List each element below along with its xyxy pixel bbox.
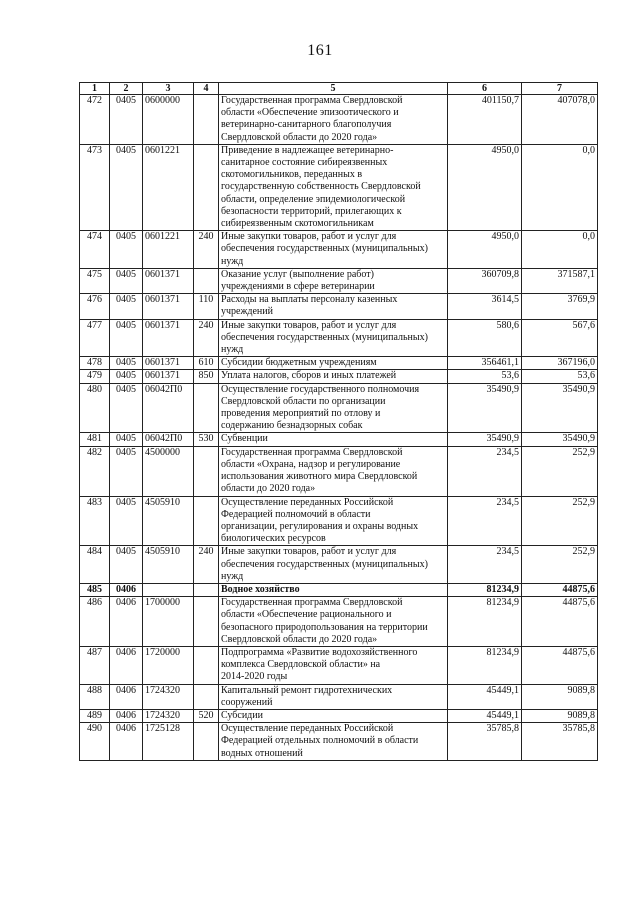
description-line: ветеринарно-санитарного благополучия: [221, 119, 392, 131]
description-line: учреждениями в сфере ветеринарии: [221, 281, 375, 293]
amount-2015-cell: 234,5: [448, 446, 522, 496]
description-cell: [219, 496, 448, 546]
page-number: 161: [307, 42, 333, 59]
row-number-cell: 474: [80, 231, 110, 269]
table-row: [80, 268, 598, 293]
table-row: [80, 95, 598, 145]
column-header-6: 6: [448, 83, 522, 95]
amount-2015-cell: 45449,1: [448, 684, 522, 709]
description-line: безопасности территорий, прилегающих к: [221, 205, 402, 217]
expense-type-cell: [194, 496, 219, 546]
table-row: [80, 546, 598, 584]
description-line: Уплата налогов, сборов и иных платежей: [221, 370, 397, 382]
description-line: Государственная программа Свердловской: [221, 95, 403, 106]
amount-2016-cell: 44875,6: [522, 583, 598, 596]
description-cell: [219, 684, 448, 709]
description-line: Подпрограмма «Развитие водохозяйственного: [221, 646, 418, 658]
expense-type-cell: [194, 684, 219, 709]
expense-type-cell: [194, 383, 219, 433]
table-row: [80, 646, 598, 684]
description-line: Водное хозяйство: [221, 583, 300, 595]
table-row: [80, 383, 598, 433]
description-cell: [219, 546, 448, 584]
description-line: водных отношений: [221, 747, 303, 759]
column-header-1: 1: [80, 83, 110, 95]
target-code-cell: 0601371: [143, 357, 194, 370]
amount-2016-cell: 3769,9: [522, 294, 598, 319]
budget-table: [79, 82, 598, 761]
target-code-cell: 0601221: [143, 231, 194, 269]
amount-2015-cell: 3614,5: [448, 294, 522, 319]
description-line: обеспечения государственных (муниципальных): [221, 243, 428, 255]
amount-2016-cell: 0,0: [522, 144, 598, 230]
row-number-cell: 489: [80, 709, 110, 722]
section-code-cell: 0405: [110, 546, 143, 584]
expense-type-cell: [194, 723, 219, 761]
row-number-cell: 488: [80, 684, 110, 709]
table-row: [80, 144, 598, 230]
description-line: Свердловской области до 2020 года»: [221, 633, 378, 645]
description-cell: [219, 370, 448, 383]
amount-2015-cell: 35490,9: [448, 433, 522, 446]
amount-2015-cell: 234,5: [448, 496, 522, 546]
description-line: 2014-2020 годы: [221, 671, 288, 683]
description-cell: [219, 723, 448, 761]
description-cell: [219, 268, 448, 293]
row-number-cell: 473: [80, 144, 110, 230]
description-line: области «Обеспечение эпизоотического и: [221, 107, 399, 119]
section-code-cell: 0405: [110, 496, 143, 546]
section-code-cell: 0405: [110, 294, 143, 319]
amount-2016-cell: 367196,0: [522, 357, 598, 370]
description-cell: [219, 597, 448, 647]
section-code-cell: 0405: [110, 433, 143, 446]
row-number-cell: 481: [80, 433, 110, 446]
target-code-cell: 0601371: [143, 319, 194, 357]
target-code-cell: 0600000: [143, 95, 194, 145]
expense-type-cell: [194, 646, 219, 684]
description-cell: [219, 709, 448, 722]
column-header-4: 4: [194, 83, 219, 95]
row-number-cell: 487: [80, 646, 110, 684]
description-line: биологических ресурсов: [221, 533, 326, 545]
expense-type-cell: 850: [194, 370, 219, 383]
amount-2015-cell: 81234,9: [448, 646, 522, 684]
target-code-cell: 4500000: [143, 446, 194, 496]
description-line: области «Обеспечение рационального и: [221, 609, 392, 621]
description-line: использования животного мира Свердловской: [221, 471, 418, 483]
amount-2016-cell: 567,6: [522, 319, 598, 357]
expense-type-cell: [194, 597, 219, 647]
description-line: Субсидии: [221, 709, 263, 721]
description-line: Субвенции: [221, 433, 268, 445]
amount-2016-cell: 0,0: [522, 231, 598, 269]
section-code-cell: 0405: [110, 357, 143, 370]
description-cell: [219, 294, 448, 319]
table-row: [80, 319, 598, 357]
description-cell: [219, 383, 448, 433]
amount-2015-cell: 35490,9: [448, 383, 522, 433]
amount-2016-cell: 252,9: [522, 496, 598, 546]
amount-2015-cell: 401150,7: [448, 95, 522, 145]
target-code-cell: 0601371: [143, 294, 194, 319]
section-code-cell: 0405: [110, 383, 143, 433]
target-code-cell: 0601221: [143, 144, 194, 230]
description-cell: [219, 144, 448, 230]
row-number-cell: 483: [80, 496, 110, 546]
table-row: [80, 357, 598, 370]
description-cell: [219, 583, 448, 596]
expense-type-cell: 240: [194, 546, 219, 584]
description-line: Осуществление переданных Российской: [221, 723, 394, 735]
amount-2016-cell: 35490,9: [522, 383, 598, 433]
table-row: [80, 446, 598, 496]
row-number-cell: 479: [80, 370, 110, 383]
row-number-cell: 476: [80, 294, 110, 319]
table-row: [80, 583, 598, 596]
amount-2016-cell: 407078,0: [522, 95, 598, 145]
amount-2015-cell: 45449,1: [448, 709, 522, 722]
description-line: сибиреязвенным скотомогильникам: [221, 218, 374, 230]
expense-type-cell: 240: [194, 231, 219, 269]
section-code-cell: 0405: [110, 319, 143, 357]
section-code-cell: 0406: [110, 597, 143, 647]
section-code-cell: 0406: [110, 723, 143, 761]
row-number-cell: 484: [80, 546, 110, 584]
target-code-cell: 4505910: [143, 546, 194, 584]
description-line: Оказание услуг (выполнение работ): [221, 268, 374, 280]
amount-2016-cell: 44875,6: [522, 597, 598, 647]
section-code-cell: 0406: [110, 583, 143, 596]
table-row: [80, 709, 598, 722]
expense-type-cell: [194, 268, 219, 293]
description-line: Осуществление переданных Российской: [221, 496, 394, 508]
target-code-cell: 1725128: [143, 723, 194, 761]
amount-2016-cell: 252,9: [522, 546, 598, 584]
description-line: области «Охрана, надзор и регулирование: [221, 458, 401, 470]
amount-2015-cell: 53,6: [448, 370, 522, 383]
amount-2015-cell: 81234,9: [448, 583, 522, 596]
description-line: обеспечения государственных (муниципальных): [221, 558, 428, 570]
section-code-cell: 0405: [110, 268, 143, 293]
description-line: государственную собственность Свердловской: [221, 181, 421, 193]
section-code-cell: 0405: [110, 370, 143, 383]
description-cell: [219, 231, 448, 269]
column-header-7: 7: [522, 83, 598, 95]
description-line: области, определение эпидемиологической: [221, 193, 406, 205]
description-line: проведения мероприятий по отлову и: [221, 408, 381, 420]
description-line: санитарное состояние сибиреязвенных: [221, 157, 388, 169]
description-line: организации, регулирования и охраны водных: [221, 520, 419, 532]
table-row: [80, 370, 598, 383]
row-number-cell: 472: [80, 95, 110, 145]
amount-2016-cell: 9089,8: [522, 709, 598, 722]
description-line: Иные закупки товаров, работ и услуг для: [221, 546, 397, 558]
column-header-3: 3: [143, 83, 194, 95]
section-code-cell: 0406: [110, 646, 143, 684]
description-line: учреждений: [221, 306, 273, 318]
target-code-cell: 1700000: [143, 597, 194, 647]
expense-type-cell: [194, 95, 219, 145]
section-code-cell: 0406: [110, 709, 143, 722]
target-code-cell: 0601371: [143, 370, 194, 383]
table-row: [80, 294, 598, 319]
description-cell: [219, 319, 448, 357]
amount-2015-cell: 580,6: [448, 319, 522, 357]
description-line: Расходы на выплаты персоналу казенных: [221, 294, 398, 306]
description-cell: [219, 646, 448, 684]
expense-type-cell: [194, 446, 219, 496]
description-line: области до 2020 года»: [221, 483, 316, 495]
description-line: Приведение в надлежащее ветеринарно-: [221, 144, 394, 156]
target-code-cell: 06042П0: [143, 383, 194, 433]
table-header-row: [80, 83, 598, 95]
amount-2015-cell: 234,5: [448, 546, 522, 584]
amount-2015-cell: 35785,8: [448, 723, 522, 761]
amount-2016-cell: 44875,6: [522, 646, 598, 684]
section-code-cell: 0406: [110, 684, 143, 709]
description-cell: [219, 357, 448, 370]
description-line: нужд: [221, 255, 244, 267]
table-row: [80, 496, 598, 546]
row-number-cell: 480: [80, 383, 110, 433]
row-number-cell: 475: [80, 268, 110, 293]
description-line: Иные закупки товаров, работ и услуг для: [221, 231, 397, 243]
table-row: [80, 597, 598, 647]
amount-2016-cell: 53,6: [522, 370, 598, 383]
expense-type-cell: 530: [194, 433, 219, 446]
section-code-cell: 0405: [110, 144, 143, 230]
amount-2015-cell: 4950,0: [448, 231, 522, 269]
expense-type-cell: [194, 583, 219, 596]
description-cell: [219, 446, 448, 496]
column-header-5: 5: [219, 83, 448, 95]
description-line: обеспечения государственных (муниципальных): [221, 331, 428, 343]
description-line: нужд: [221, 570, 244, 582]
amount-2015-cell: 4950,0: [448, 144, 522, 230]
expense-type-cell: 610: [194, 357, 219, 370]
amount-2016-cell: 9089,8: [522, 684, 598, 709]
target-code-cell: 06042П0: [143, 433, 194, 446]
amount-2016-cell: 35785,8: [522, 723, 598, 761]
amount-2016-cell: 252,9: [522, 446, 598, 496]
target-code-cell: 1724320: [143, 709, 194, 722]
row-number-cell: 478: [80, 357, 110, 370]
row-number-cell: 482: [80, 446, 110, 496]
description-line: Свердловской области по организации: [221, 395, 386, 407]
row-number-cell: 477: [80, 319, 110, 357]
description-line: Государственная программа Свердловской: [221, 597, 403, 609]
section-code-cell: 0405: [110, 95, 143, 145]
description-line: Федерацией отдельных полномочий в области: [221, 735, 419, 747]
expense-type-cell: [194, 144, 219, 230]
amount-2015-cell: 356461,1: [448, 357, 522, 370]
description-line: Федерацией полномочий в области: [221, 508, 371, 520]
description-line: Субсидии бюджетным учреждениям: [221, 357, 377, 369]
target-code-cell: 1724320: [143, 684, 194, 709]
section-code-cell: 0405: [110, 231, 143, 269]
expense-type-cell: 520: [194, 709, 219, 722]
target-code-cell: 1720000: [143, 646, 194, 684]
amount-2015-cell: 81234,9: [448, 597, 522, 647]
description-line: комплекса Свердловской области» на: [221, 659, 381, 671]
description-line: Осуществление государственного полномочия: [221, 383, 420, 395]
table-row: [80, 433, 598, 446]
row-number-cell: 485: [80, 583, 110, 596]
description-line: безопасного природопользования на территории: [221, 621, 428, 633]
section-code-cell: 0405: [110, 446, 143, 496]
table-row: [80, 231, 598, 269]
description-cell: [219, 433, 448, 446]
description-line: скотомогильников, переданных в: [221, 169, 363, 181]
target-code-cell: [143, 583, 194, 596]
amount-2015-cell: 360709,8: [448, 268, 522, 293]
description-cell: [219, 95, 448, 145]
table-row: [80, 723, 598, 761]
amount-2016-cell: 35490,9: [522, 433, 598, 446]
expense-type-cell: 240: [194, 319, 219, 357]
description-line: содержанию безнадзорных собак: [221, 420, 363, 432]
table-body: [80, 95, 598, 761]
row-number-cell: 486: [80, 597, 110, 647]
description-line: Капитальный ремонт гидротехнических: [221, 684, 393, 696]
expense-type-cell: 110: [194, 294, 219, 319]
amount-2016-cell: 371587,1: [522, 268, 598, 293]
description-line: нужд: [221, 344, 244, 356]
description-line: Государственная программа Свердловской: [221, 446, 403, 458]
table-row: [80, 684, 598, 709]
description-line: Иные закупки товаров, работ и услуг для: [221, 319, 397, 331]
column-header-2: 2: [110, 83, 143, 95]
description-line: сооружений: [221, 696, 273, 708]
description-line: Свердловской области до 2020 года»: [221, 131, 378, 143]
row-number-cell: 490: [80, 723, 110, 761]
target-code-cell: 4505910: [143, 496, 194, 546]
target-code-cell: 0601371: [143, 268, 194, 293]
